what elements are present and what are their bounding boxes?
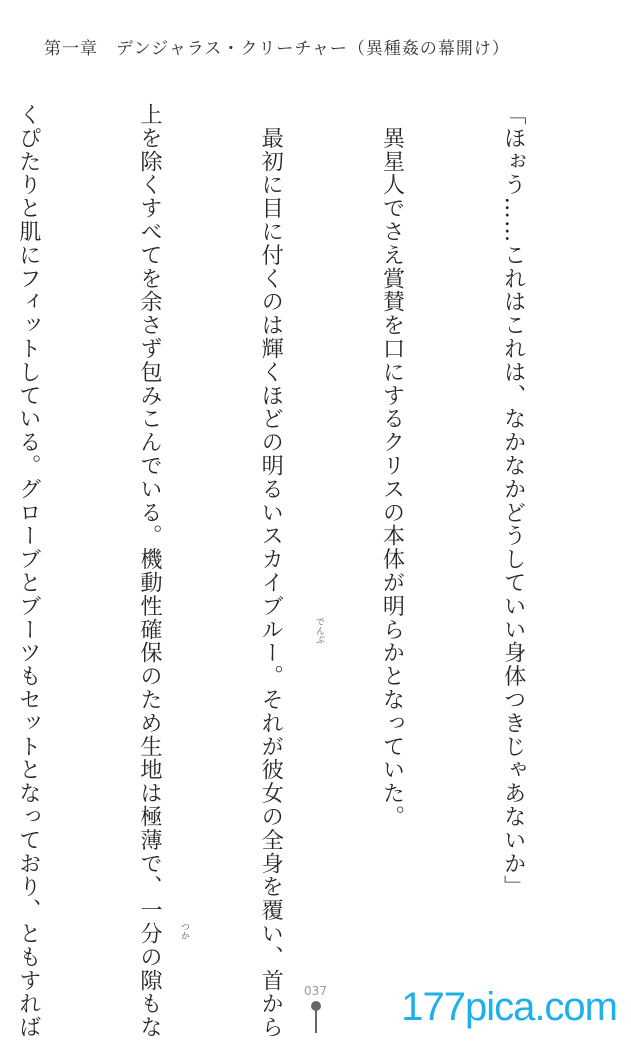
ruby-denbu: でんぶ — [314, 617, 324, 644]
page-marker-icon — [311, 1001, 321, 1033]
text-line: 異星人でさえ賞賛を口にするクリスの本体が明らかとなっていた。 — [378, 103, 405, 829]
text-line: 上を除くすべてを余さず包みこんでいる。機動性確保のため生地は極薄で、一分の隙もな — [136, 103, 163, 1039]
page-number: 037 — [304, 984, 327, 998]
text-line: 最初に目に付くのは輝くほどの明るいスカイブルー。それが彼女の全身を覆い、首から — [257, 103, 284, 1039]
text-line: くぴたりと肌にフィットしている。グローブとブーツもセットとなっており、ともすれば — [15, 103, 42, 1039]
chapter-title: デンジャラス・クリーチャー（異種姦の幕開け） — [116, 39, 510, 59]
running-header — [44, 34, 510, 58]
ruby-tsuka: つか — [179, 922, 189, 940]
watermark: 177pica.com — [401, 985, 617, 1029]
chapter-label: 第一章 — [44, 39, 98, 59]
text-line: 「ほぉう……これはこれは、なかなかどうしていい身体つきじゃあないか」 — [500, 103, 527, 899]
